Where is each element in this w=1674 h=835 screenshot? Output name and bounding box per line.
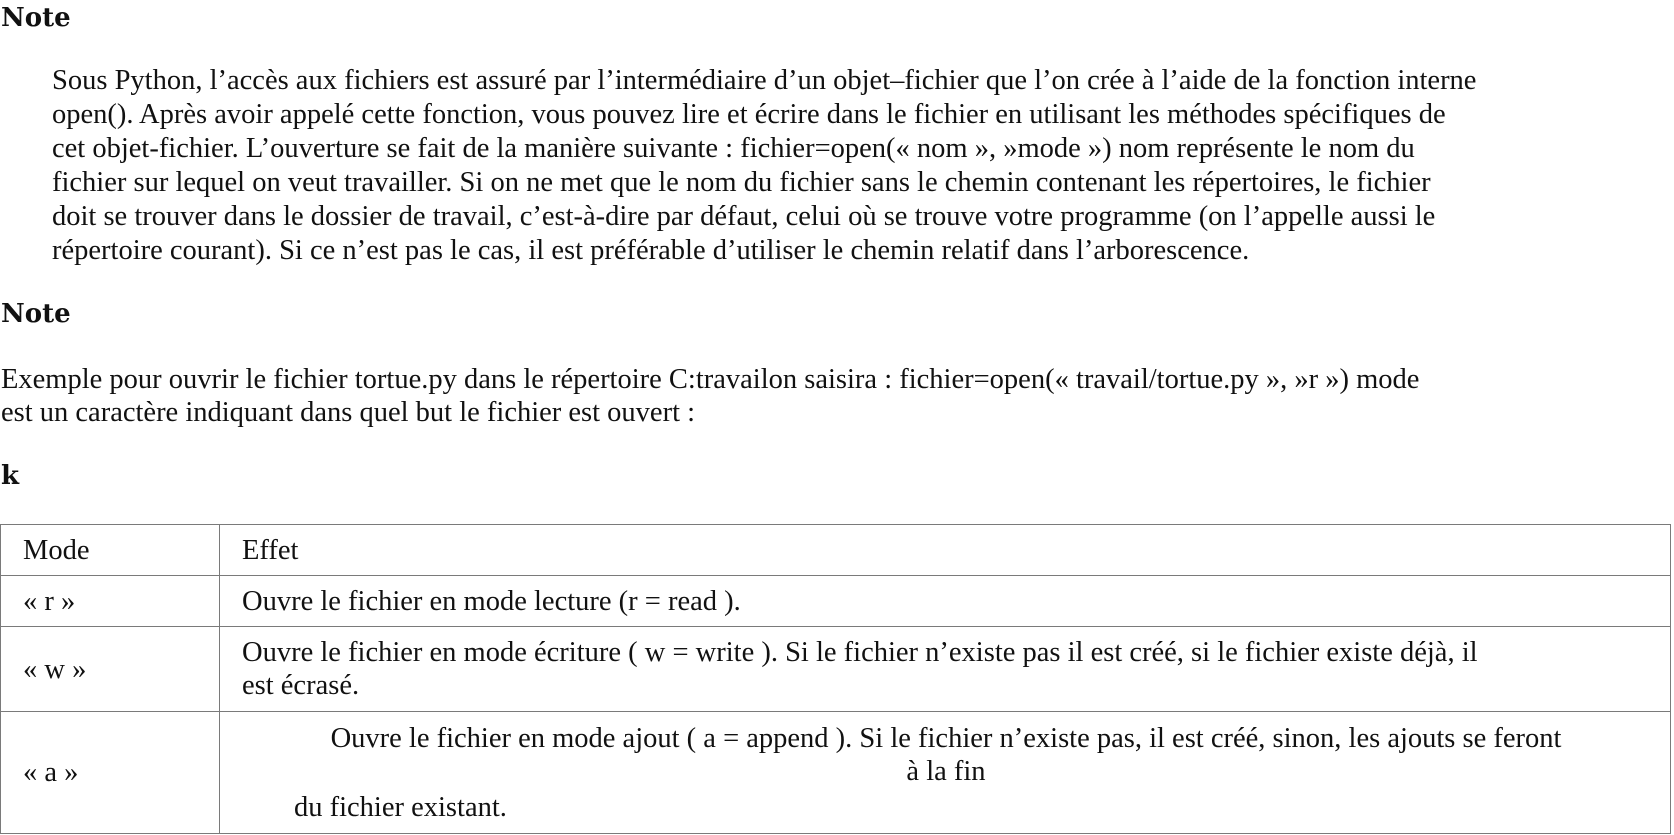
paragraph-line: Exemple pour ouvrir le fichier tortue.py dans le répertoire C:travailon saisira : fichier=open(« travail/tortue.py », »r ») mode [1, 364, 1420, 395]
effect-line: est écrasé. [242, 670, 360, 701]
paragraph-line: open(). Après avoir appelé cette fonction, vous pouvez lire et écrire dans le fichier en utilisant les méthodes spécifiques de [52, 99, 1446, 130]
paragraph-line: est un caractère indiquant dans quel but le fichier est ouvert : [1, 397, 696, 428]
mode-cell: « w » [1, 627, 220, 712]
note-heading-1: Note [1, 3, 71, 33]
note-paragraph-2 [1, 363, 1661, 429]
table-row [1, 627, 1671, 712]
mode-cell: « a » [1, 712, 220, 834]
file-modes-table [0, 524, 1671, 834]
table-header-row [1, 525, 1671, 576]
effect-cell [220, 627, 1671, 712]
paragraph-line: cet objet-fichier. L’ouverture se fait de la manière suivante : fichier=open(« nom », »mode ») nom représente le nom du [52, 133, 1415, 164]
effect-line: à la fin [906, 755, 986, 787]
paragraph-line: Sous Python, l’accès aux fichiers est assuré par l’intermédiaire d’un objet–fichier que l’on crée à l’aide de la fonction interne [52, 65, 1477, 96]
header-effect: Effet [220, 525, 1671, 576]
paragraph-line: fichier sur lequel on veut travailler. Si on ne met que le nom du fichier sans le chemin contenant les répertoires, le fichier [52, 167, 1431, 198]
effect-cell [220, 712, 1671, 834]
note-paragraph-1 [52, 64, 1672, 268]
mode-cell: « r » [1, 576, 220, 627]
effect-cell: Ouvre le fichier en mode lecture (r = read ). [220, 576, 1671, 627]
note-heading-2: Note [1, 299, 71, 329]
header-mode: Mode [1, 525, 220, 576]
paragraph-line: doit se trouver dans le dossier de travail, c’est-à-dire par défaut, celui où se trouve votre programme (on l’appelle aussi le [52, 201, 1436, 232]
effect-line: Ouvre le fichier en mode écriture ( w = write ). Si le fichier n’existe pas il est créé, si le fichier existe déjà, il [242, 637, 1478, 668]
paragraph-line: répertoire courant). Si ce n’est pas le cas, il est préférable d’utiliser le chemin relatif dans l’arborescence. [52, 235, 1250, 266]
table-row [1, 576, 1671, 627]
table-caption: k [1, 461, 20, 491]
table-row [1, 712, 1671, 834]
effect-line: du fichier existant. [294, 791, 507, 823]
effect-line: Ouvre le fichier en mode ajout ( a = append ). Si le fichier n’existe pas, il est créé, sinon, les ajouts se feront [330, 722, 1562, 754]
